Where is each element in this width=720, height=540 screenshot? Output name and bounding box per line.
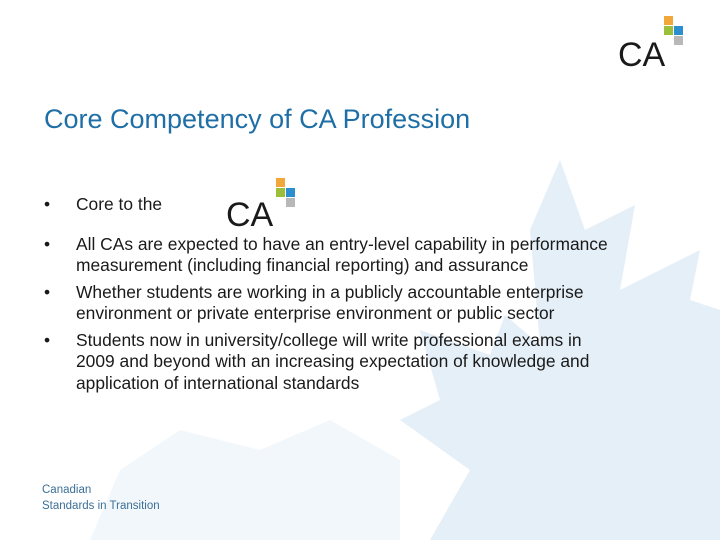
ca-logo-icon (614, 14, 694, 70)
bullet-text: Students now in university/college will write professional exams in 2009 and beyond with an increasing expectation of knowledge and application of international standards (76, 329, 590, 393)
bullet-glyph: • (44, 281, 51, 302)
list-item (44, 234, 624, 277)
bullet-glyph: • (44, 233, 51, 254)
ca-logo-icon (224, 176, 308, 230)
bullet-text: Whether students are working in a publicly accountable enterprise environment or private enterprise environment or public sector (76, 281, 584, 323)
footer-line: Canadian (42, 484, 92, 496)
list-item (44, 194, 624, 216)
bullet-list (44, 194, 624, 399)
footer-line: Standards in Transition (42, 500, 160, 512)
logo-text: CA (226, 196, 274, 230)
logo-text: CA (618, 36, 666, 70)
bullet-text: All CAs are expected to have an entry-level capability in performance measurement (including financial reporting) and assurance (76, 233, 608, 275)
list-item (44, 282, 624, 325)
bullet-glyph: • (44, 329, 51, 350)
bullet-glyph: • (44, 194, 51, 214)
footer (42, 482, 160, 514)
bullet-text: Core to the (76, 194, 163, 214)
list-item (44, 330, 624, 395)
page-title: Core Competency of CA Profession (44, 104, 471, 134)
